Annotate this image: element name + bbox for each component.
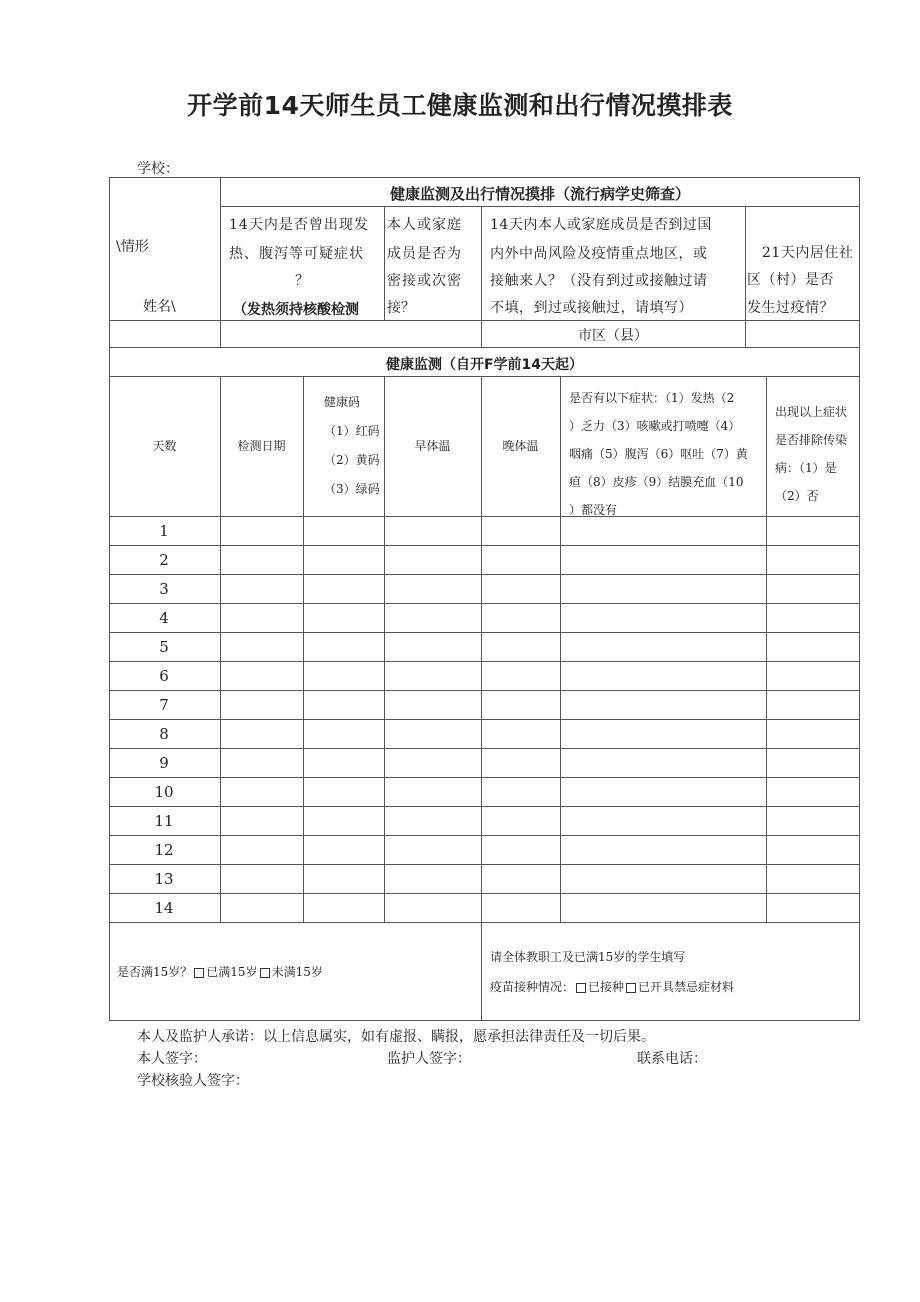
col-evening-temp: 晚体温	[502, 439, 539, 453]
section1-header: 健康监测及出行情况摸排（流行病学史筛查）	[389, 185, 690, 203]
close-contact-line3: 密接或次密	[387, 273, 462, 289]
age-under15-checkbox[interactable]	[260, 968, 270, 978]
day-number: 8	[159, 725, 169, 743]
pledge-text: 本人及监护人承诺：以上信息属实，如有虚报、瞒报，愿承担法律责任及一切后果。	[137, 1029, 655, 1045]
diagonal-header-bottom: 姓名\	[143, 299, 176, 315]
day-number: 11	[154, 812, 174, 830]
col-check-date: 检测日期	[237, 439, 286, 453]
vaccine-note: 请全体教职工及已满15岁的学生填写	[490, 950, 686, 964]
vaccinated-checkbox[interactable]	[576, 983, 586, 993]
day-number: 9	[159, 754, 169, 772]
day-number: 4	[159, 609, 169, 627]
day-number: 14	[154, 899, 174, 917]
symptom-question-line2: 热、腹泻等可疑症状	[229, 246, 364, 262]
col-symptoms: 是否有以下症状：（1）发热（2 ）乏力（3）咳嗽或打喷嚏（4） 咽痛（5）腹泻（6）呕吐（7）黄 疸（8）皮疹（9）结膜充血（10 ）都没有	[569, 391, 748, 517]
close-contact-line1: 本人或家庭	[387, 217, 462, 233]
day-number: 10	[154, 783, 174, 801]
vaccine-status: 疫苗接种情况： 已接种 已开具禁忌症材料	[490, 980, 735, 994]
travel-question-line1: 14天内本人或家庭成员是否到过国	[490, 217, 712, 233]
contraindication-checkbox[interactable]	[626, 983, 636, 993]
self-signature-label: 本人签字：	[137, 1051, 207, 1067]
day-number: 5	[159, 638, 169, 656]
day-number: 12	[154, 841, 174, 859]
col-days: 天数	[152, 439, 177, 453]
col-morning-temp: 早体温	[414, 439, 451, 453]
community-question-line2: 区（村）是否	[747, 272, 834, 288]
day-number: 1	[159, 522, 169, 540]
symptom-question-line1: 14天内是否曾出现发	[229, 217, 369, 233]
section2-header: 健康监测（自开F学前14天起）	[385, 357, 584, 373]
day-number: 3	[159, 580, 169, 598]
community-question-line1: 21天内居住社	[762, 245, 854, 261]
col-exclude-infection: 出现以上症状 是否排除传染 病：（1）是 （2）否	[775, 405, 848, 503]
day-number: 7	[159, 696, 169, 714]
age-question: 是否满15岁？ 已满15岁 未满15岁	[117, 965, 323, 979]
symptom-question-line3: ？	[295, 273, 309, 289]
day-number: 13	[154, 870, 174, 888]
school-label: 学校：	[137, 161, 179, 177]
community-question-line3: 发生过疫情？	[747, 300, 834, 316]
district-label: 市区（县）	[578, 328, 648, 344]
day-number: 2	[159, 551, 169, 569]
school-verifier-signature-label: 学校核验人签字：	[137, 1073, 249, 1089]
symptom-question-note: （发热须持核酸检测	[233, 302, 359, 318]
close-contact-line4: 接？	[387, 300, 415, 316]
guardian-signature-label: 监护人签字：	[387, 1051, 471, 1067]
age-over15-checkbox[interactable]	[194, 968, 204, 978]
travel-question-line4: 不填，到过或接触过，请填写）	[490, 300, 693, 316]
diagonal-header-top: \情形	[116, 239, 149, 255]
close-contact-line2: 成员是否为	[387, 246, 462, 262]
travel-question-line3: 接触来人？（没有到过或接触过请	[490, 273, 708, 289]
page-title: 开学前14天师生员工健康监测和出行情况摸排表	[187, 91, 733, 120]
phone-label: 联系电话：	[637, 1051, 707, 1067]
day-number: 6	[159, 667, 169, 685]
col-health-code: 健康码 （1）红码 （2）黄码 （3）绿码	[324, 395, 380, 496]
travel-question-line2: 内外中咼风险及疫情重点地区，或	[490, 246, 708, 262]
